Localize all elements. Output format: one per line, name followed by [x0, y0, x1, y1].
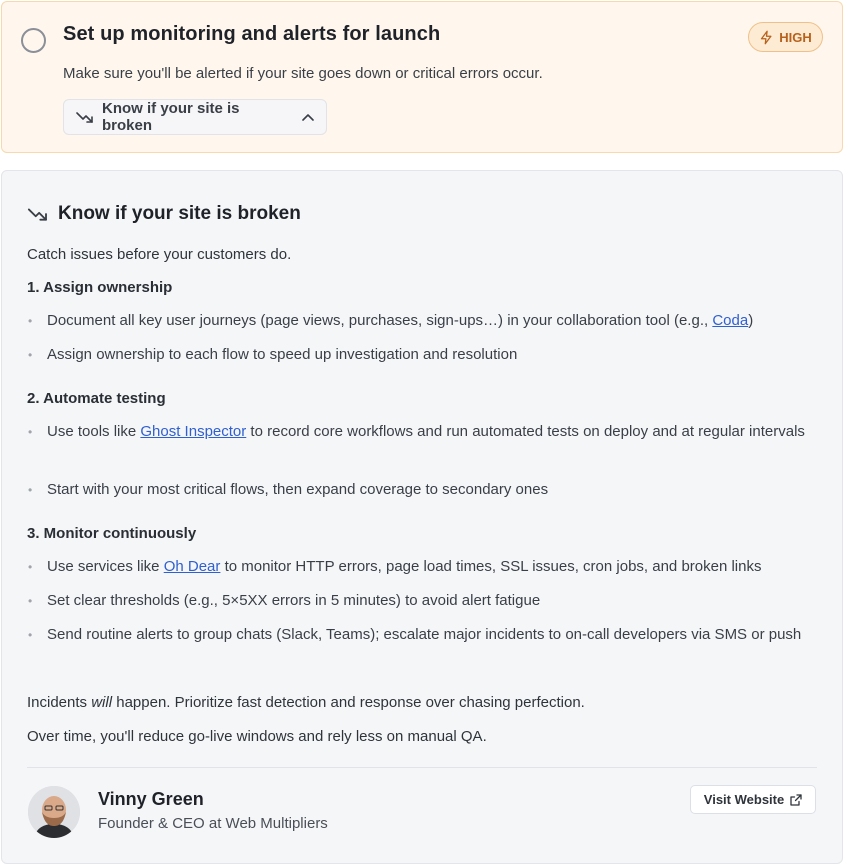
section-heading: 3. Monitor continuously [27, 525, 197, 542]
task-description: Make sure you'll be alerted if your site goes down or critical errors occur. [63, 65, 543, 82]
list-item-text: Set clear thresholds (e.g., 5×5XX errors in 5 minutes) to avoid alert fatigue [47, 592, 541, 609]
list-item [27, 420, 817, 444]
chevron-up-icon [302, 113, 314, 121]
list-item [27, 555, 817, 579]
list-item-text: Document all key user journeys (page views, purchases, sign-ups…) in your collaboration tool (e.g., Coda) [47, 312, 754, 329]
visit-website-button[interactable] [690, 785, 816, 814]
trending-down-icon [27, 206, 49, 222]
bullet-dot: • [28, 314, 33, 328]
priority-label: HIGH [779, 29, 812, 45]
list-item-text: Send routine alerts to group chats (Slack, Teams); escalate major incidents to on-call developers via SMS or push [47, 626, 802, 643]
bullet-dot: • [28, 483, 33, 497]
bullet-dot: • [28, 348, 33, 362]
list-item [27, 623, 817, 647]
trending-down-icon [76, 110, 94, 124]
closing-text-2: Over time, you'll reduce go-live windows and rely less on manual QA. [27, 728, 487, 745]
avatar [28, 786, 80, 838]
author-role: Founder & CEO at Web Multipliers [98, 815, 328, 832]
bullet-dot: • [28, 594, 33, 608]
task-title: Set up monitoring and alerts for launch [63, 23, 441, 45]
section-heading: 1. Assign ownership [27, 279, 173, 296]
list-item-text: Start with your most critical flows, then expand coverage to secondary ones [47, 481, 549, 498]
section-heading: 2. Automate testing [27, 390, 166, 407]
list-item [27, 309, 817, 333]
external-link-icon [790, 794, 802, 806]
task-card [1, 1, 843, 153]
list-item-text: Use services like Oh Dear to monitor HTTP errors, page load times, SSL issues, cron jobs, and broken links [47, 558, 762, 575]
list-item [27, 589, 817, 613]
visit-website-label: Visit Website [703, 792, 785, 807]
oh-dear-link[interactable]: Oh Dear [163, 558, 221, 575]
lightning-icon [759, 30, 774, 45]
list-item-text: Assign ownership to each flow to speed up investigation and resolution [47, 346, 518, 363]
list-item-text: Use tools like Ghost Inspector to record core workflows and run automated tests on deploy and at regular intervals [47, 423, 805, 440]
divider [27, 767, 817, 768]
ghost-inspector-link[interactable]: Ghost Inspector [140, 423, 247, 440]
details-intro: Catch issues before your customers do. [27, 246, 292, 263]
priority-badge [748, 22, 823, 52]
details-header [27, 203, 301, 225]
list-item [27, 343, 817, 367]
author-name: Vinny Green [98, 789, 204, 809]
details-panel [1, 170, 843, 864]
bullet-dot: • [28, 628, 33, 642]
coda-link[interactable]: Coda [712, 312, 749, 329]
details-title: Know if your site is broken [58, 203, 301, 224]
toggle-label: Know if your site is broken [102, 100, 240, 134]
bullet-dot: • [28, 560, 33, 574]
bullet-dot: • [28, 425, 33, 439]
list-item [27, 478, 817, 502]
details-toggle-button[interactable] [63, 99, 327, 135]
closing-text-1: Incidents will happen. Prioritize fast detection and response over chasing perfection. [27, 694, 585, 711]
task-complete-checkbox[interactable] [21, 28, 46, 53]
